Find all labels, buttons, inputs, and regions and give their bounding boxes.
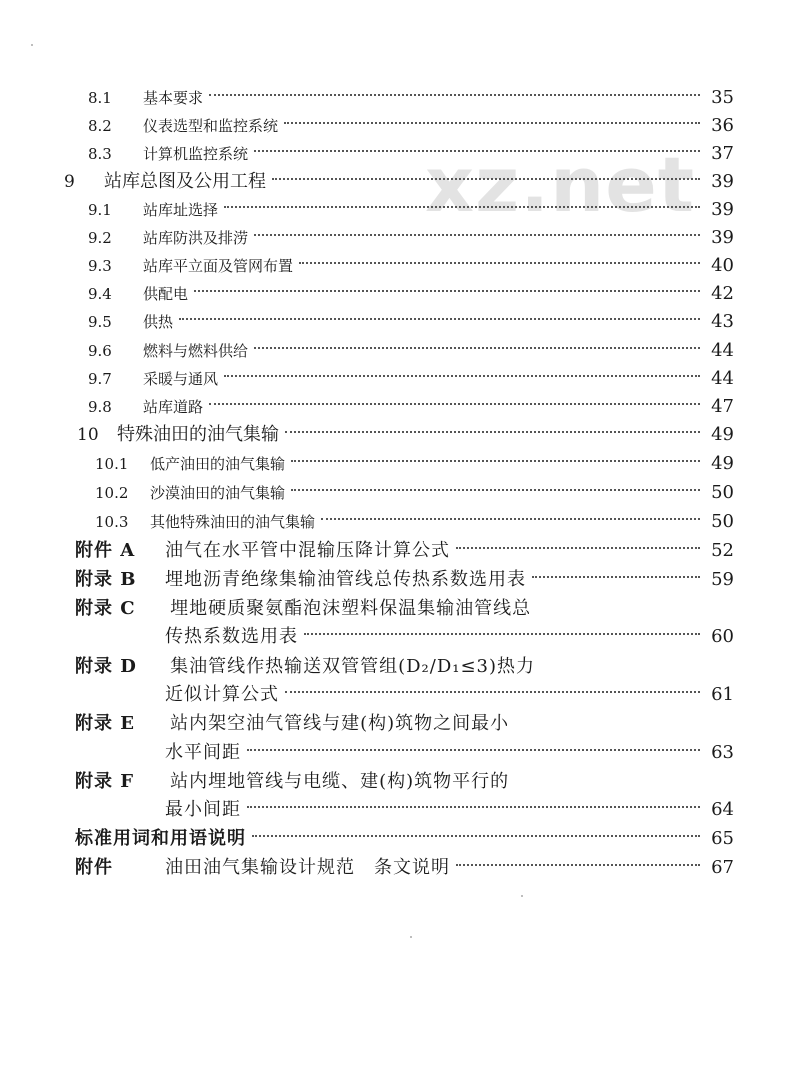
dot-leader	[247, 749, 700, 751]
toc-entry-explanation[interactable]	[0, 853, 800, 883]
dot-leader	[247, 806, 700, 808]
toc-entry-9-1[interactable]	[0, 195, 800, 225]
entry-title: 标准用词和用语说明	[75, 828, 246, 849]
watermark: xz.net	[425, 140, 696, 229]
appendix-title-line2: 最小间距	[165, 799, 241, 820]
section-title: 供热	[143, 313, 174, 331]
section-title: 供配电	[143, 285, 189, 303]
dot-leader	[272, 178, 700, 180]
dot-leader	[285, 431, 700, 433]
toc-entry-9-3[interactable]	[0, 251, 800, 281]
appendix-label: 附录 B	[75, 569, 137, 590]
dot-leader	[456, 864, 700, 866]
toc-entry-terminology[interactable]	[0, 824, 800, 854]
dot-leader	[291, 460, 700, 462]
toc-entry-appendix-b[interactable]	[0, 565, 800, 595]
appendix-label: 附录 C	[75, 598, 136, 619]
page-number: 44	[711, 368, 734, 389]
page-number: 63	[711, 742, 734, 763]
appendix-label: 附录 E	[75, 713, 135, 734]
page-number: 47	[711, 396, 734, 417]
section-title: 站库道路	[143, 398, 204, 416]
page-number: 39	[711, 199, 734, 220]
appendix-title: 埋地沥青绝缘集输油管线总传热系数选用表	[165, 569, 526, 590]
dot-leader	[304, 633, 700, 635]
page-number: 44	[711, 340, 734, 361]
toc-entry-9-2[interactable]	[0, 223, 800, 253]
section-title: 站库址选择	[143, 201, 219, 219]
dot-leader	[179, 318, 700, 320]
appendix-title-line2: 水平间距	[165, 742, 241, 763]
dot-leader	[252, 835, 700, 837]
section-title: 仪表选型和监控系统	[143, 117, 279, 135]
section-number: 9.1	[88, 201, 112, 219]
dot-leader	[254, 234, 700, 236]
page-number: 35	[711, 87, 734, 108]
section-title: 站库平立面及管网布置	[143, 257, 294, 275]
section-number: 8.3	[88, 145, 112, 163]
dot-leader	[532, 576, 700, 578]
dot-leader	[284, 122, 700, 124]
page-number: 39	[711, 227, 734, 248]
page-number: 59	[711, 569, 734, 590]
section-title: 计算机监控系统	[143, 145, 249, 163]
page-number: 49	[711, 453, 734, 474]
toc-entry-10-3[interactable]	[0, 507, 800, 537]
dot-leader	[209, 403, 700, 405]
page-number: 61	[711, 684, 734, 705]
toc-entry-9-4[interactable]	[0, 279, 800, 309]
appendix-title-line1: 集油管线作热输送双管管组(D₂/D₁≤3)热力	[170, 656, 536, 677]
appendix-title: 油田油气集输设计规范 条文说明	[165, 857, 450, 878]
section-title: 低产油田的油气集输	[150, 455, 286, 473]
appendix-title-line1: 埋地硬质聚氨酯泡沫塑料保温集输油管线总	[170, 598, 532, 619]
scan-speck	[410, 936, 412, 938]
dot-leader	[285, 691, 700, 693]
section-number: 10.1	[95, 455, 129, 473]
chapter-title: 站库总图及公用工程	[104, 171, 266, 192]
section-number: 9.7	[88, 370, 112, 388]
section-title: 站库防洪及排涝	[143, 229, 249, 247]
scan-speck	[31, 44, 33, 46]
toc-entry-8-3[interactable]	[0, 139, 800, 169]
appendix-label: 附件 A	[75, 540, 136, 561]
page-number: 67	[711, 857, 734, 878]
scan-speck	[521, 895, 523, 897]
toc-entry-10-1[interactable]	[0, 449, 800, 479]
section-number: 9.2	[88, 229, 112, 247]
toc-entry-8-2[interactable]	[0, 111, 800, 141]
section-number: 9.6	[88, 342, 112, 360]
chapter-title: 特殊油田的油气集输	[117, 424, 279, 445]
page-number: 64	[711, 799, 734, 820]
toc-entry-9[interactable]	[0, 167, 800, 197]
appendix-title: 油气在水平管中混输压降计算公式	[165, 540, 450, 561]
page-number: 50	[711, 482, 734, 503]
dot-leader	[209, 94, 700, 96]
toc-entry-9-6[interactable]	[0, 336, 800, 366]
toc-entry-10-2[interactable]	[0, 478, 800, 508]
toc-entry-10[interactable]	[0, 420, 800, 450]
page-number: 65	[711, 828, 734, 849]
dot-leader	[456, 547, 700, 549]
section-number: 8.1	[88, 89, 112, 107]
appendix-title-line1: 站内架空油气管线与建(构)筑物之间最小	[170, 713, 510, 734]
section-number: 10.3	[95, 513, 129, 531]
toc-entry-9-8[interactable]	[0, 392, 800, 422]
section-number: 10.2	[95, 484, 129, 502]
section-number: 8.2	[88, 117, 112, 135]
page-number: 43	[711, 311, 734, 332]
section-number: 9.8	[88, 398, 112, 416]
section-number: 9.3	[88, 257, 112, 275]
page-number: 39	[711, 171, 734, 192]
dot-leader	[291, 489, 700, 491]
toc-entry-appendix-a[interactable]	[0, 536, 800, 566]
appendix-title-line1: 站内埋地管线与电缆、建(构)筑物平行的	[170, 771, 510, 792]
chapter-number: 9	[64, 172, 75, 192]
dot-leader	[254, 347, 700, 349]
section-title: 其他特殊油田的油气集输	[150, 513, 316, 531]
page-number: 52	[711, 540, 734, 561]
dot-leader	[299, 262, 700, 264]
chapter-number: 10	[77, 425, 99, 445]
page-number: 40	[711, 255, 734, 276]
section-title: 基本要求	[143, 89, 204, 107]
page-number: 37	[711, 143, 734, 164]
appendix-title-line2: 传热系数选用表	[165, 626, 298, 647]
toc-entry-9-7[interactable]	[0, 364, 800, 394]
dot-leader	[321, 518, 700, 520]
toc-entry-9-5[interactable]	[0, 307, 800, 337]
toc-entry-8-1[interactable]	[0, 83, 800, 113]
dot-leader	[224, 375, 700, 377]
section-title: 采暖与通风	[143, 370, 219, 388]
appendix-title-line2: 近似计算公式	[165, 684, 279, 705]
appendix-label: 附录 D	[75, 656, 137, 677]
section-number: 9.5	[88, 313, 112, 331]
section-title: 燃料与燃料供给	[143, 342, 249, 360]
dot-leader	[254, 150, 700, 152]
appendix-label: 附件	[75, 857, 113, 878]
page-number: 50	[711, 511, 734, 532]
page-number: 36	[711, 115, 734, 136]
page-number: 60	[711, 626, 734, 647]
dot-leader	[224, 206, 700, 208]
section-number: 9.4	[88, 285, 112, 303]
dot-leader	[194, 290, 700, 292]
page-number: 42	[711, 283, 734, 304]
appendix-label: 附录 F	[75, 771, 135, 792]
section-title: 沙漠油田的油气集输	[150, 484, 286, 502]
page-number: 49	[711, 424, 734, 445]
